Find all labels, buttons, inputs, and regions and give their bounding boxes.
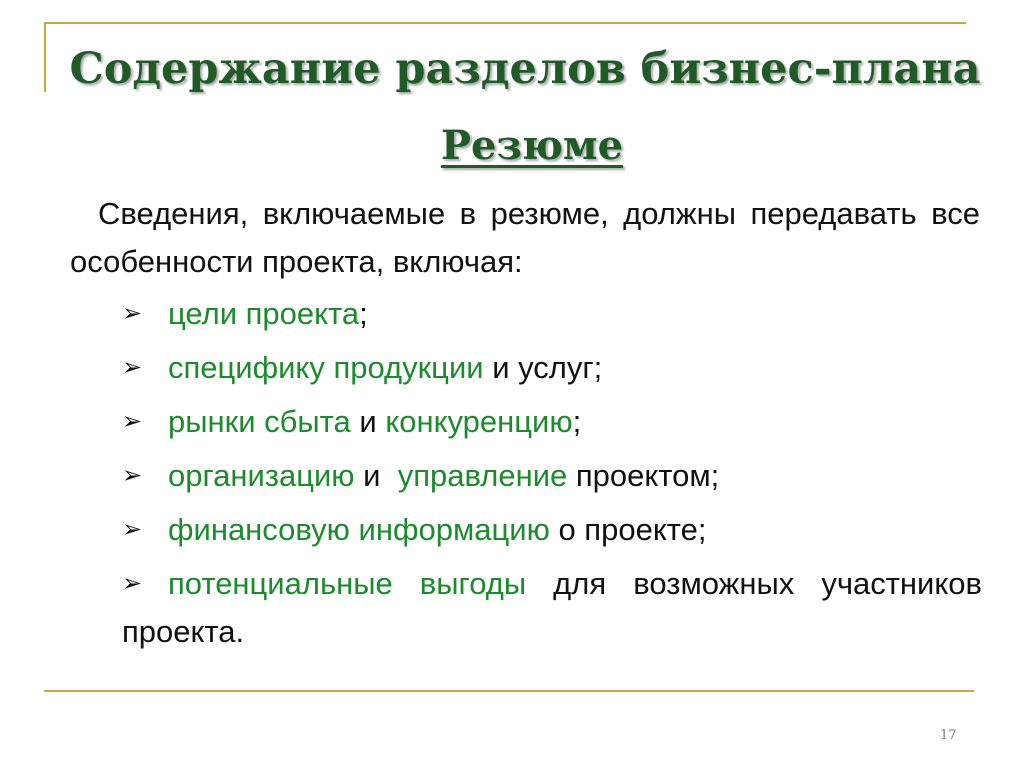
- item-highlight: финансовую информацию: [168, 512, 550, 547]
- arrow-bullet-icon: ➢: [122, 462, 143, 489]
- list-item: [122, 290, 982, 338]
- list-item: [122, 344, 982, 392]
- item-highlight: цели проекта: [168, 296, 360, 331]
- bullet-list: [122, 290, 982, 662]
- intro-paragraph: Сведения, включаемые в резюме, должны передавать все особенности проекта, включая:: [70, 196, 980, 279]
- arrow-bullet-icon: ➢: [122, 354, 143, 381]
- item-text: ;: [572, 404, 582, 439]
- slide-subtitle: [0, 122, 1024, 169]
- item-text: для возможных участников проекта.: [122, 566, 982, 649]
- list-item: [122, 560, 982, 656]
- subtitle-text: Резюме: [440, 122, 624, 169]
- item-highlight: потенциальные выгоды: [168, 566, 527, 601]
- item-text: и услуг;: [483, 350, 603, 385]
- item-highlight: управление: [397, 458, 568, 493]
- list-item: [122, 452, 982, 500]
- item-text: и: [354, 458, 398, 493]
- arrow-bullet-icon: ➢: [122, 570, 143, 597]
- arrow-bullet-icon: ➢: [122, 516, 143, 543]
- item-text: и: [350, 404, 386, 439]
- bottom-rule: [44, 690, 974, 692]
- item-highlight: рынки сбыта: [168, 404, 351, 439]
- item-text: о проекте;: [549, 512, 707, 547]
- list-item: [122, 506, 982, 554]
- item-highlight: организацию: [168, 458, 355, 493]
- top-rule: [44, 22, 966, 24]
- item-text: ;: [359, 296, 368, 331]
- item-text: проектом;: [567, 458, 720, 493]
- slide-title: Содержание разделов бизнес-плана: [69, 44, 981, 94]
- arrow-bullet-icon: ➢: [122, 300, 143, 327]
- page-number: 17: [940, 728, 957, 743]
- list-item: [122, 398, 982, 446]
- arrow-bullet-icon: ➢: [122, 408, 143, 435]
- item-highlight: специфику продукции: [168, 350, 484, 385]
- item-highlight: конкуренцию: [385, 404, 573, 439]
